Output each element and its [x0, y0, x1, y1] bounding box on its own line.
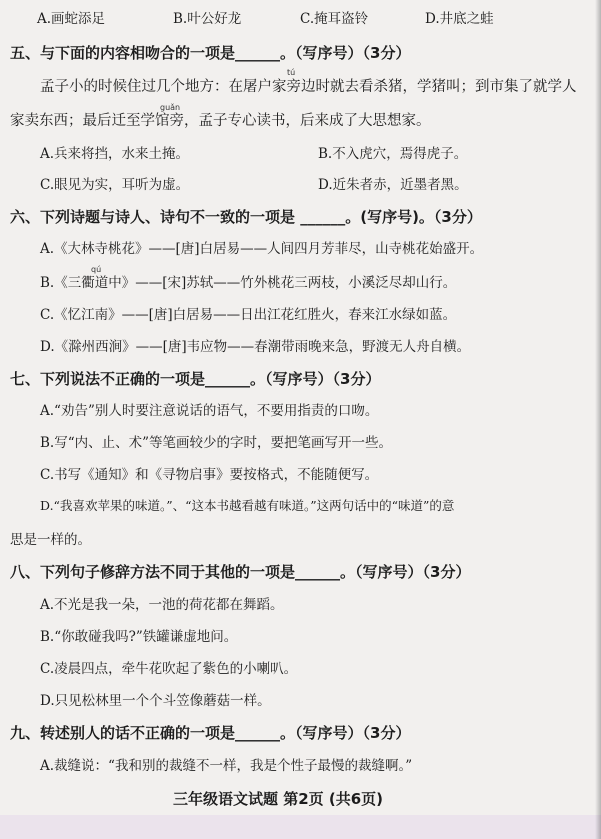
q9-option-a: A.裁缝说：“我和别的裁缝不一样，我是个性子最慢的裁缝啊。”	[40, 758, 413, 774]
top-option-c: C.掩耳盗铃	[300, 11, 369, 27]
q8-option-d: D.只见松林里一个个斗笠像蘑菇一样。	[40, 693, 271, 709]
q6-option-c: C.《忆江南》——[唐]白居易——日出江花红胜火，春来江水绿如蓝。	[40, 307, 457, 323]
q5-option-d: D.近朱者赤，近墨者黑。	[318, 177, 468, 193]
q6-option-a: A.《大林寺桃花》——[唐]白居易——人间四月芳菲尽，山寺桃花始盛开。	[40, 241, 484, 257]
q5-pinyin-tu: tú	[287, 68, 296, 77]
q8-option-a: A.不光是我一朵，一池的荷花都在舞蹈。	[40, 597, 284, 613]
q8-option-b: B.“你敢碰我吗?”铁罐谦虚地问。	[40, 629, 238, 645]
top-option-a: A.画蛇添足	[37, 11, 106, 27]
q6-title: 六、下列诗题与诗人、诗句不一致的一项是 ______。(写序号)。（3分）	[10, 208, 482, 226]
q5-option-c: C.眼见为实，耳听为虚。	[40, 177, 190, 193]
q6-option-d: D.《滁州西涧》——[唐]韦应物——春潮带雨晚来急，野渡无人舟自横。	[40, 339, 471, 355]
scan-bottom-edge	[0, 815, 601, 839]
q5-passage-line1: 孟子小的时候住过几个地方：在屠户家旁边时就去看杀猪，学猪叫；到市集了就学人	[40, 79, 577, 95]
top-option-d: D.井底之蛙	[425, 11, 494, 27]
q5-passage-line2: 家卖东西；最后迁至学馆旁，孟子专心读书，后来成了大思想家。	[10, 113, 431, 129]
page-footer: 三年级语文试题 第2页 (共6页)	[173, 790, 384, 808]
q6-pinyin-qu: qú	[91, 265, 102, 274]
q5-option-b: B.不入虎穴，焉得虎子。	[318, 146, 468, 162]
q7-option-c: C.书写《通知》和《寻物启事》要按格式，不能随便写。	[40, 467, 379, 483]
q5-option-a: A.兵来将挡，水来土掩。	[40, 146, 190, 162]
q7-title: 七、下列说法不正确的一项是______。（写序号）（3分）	[10, 370, 381, 388]
top-option-b: B.叶公好龙	[173, 11, 242, 27]
q7-option-d-line1: D.“我喜欢苹果的味道。”、“这本书越看越有味道。”这两句话中的“味道”的意	[40, 498, 455, 513]
q5-pinyin-guan: guǎn	[160, 103, 181, 112]
q8-option-c: C.凌晨四点，牵牛花吹起了紫色的小喇叭。	[40, 661, 298, 677]
q6-option-b: B.《三衢道中》——[宋]苏轼——竹外桃花三两枝，小溪泛尽却山行。	[40, 275, 457, 291]
q7-option-d-line2: 思是一样的。	[10, 532, 91, 548]
q5-title: 五、与下面的内容相吻合的一项是______。（写序号）（3分）	[10, 44, 411, 62]
q7-option-b: B.写“内、止、术”等笔画较少的字时，要把笔画写开一些。	[40, 435, 393, 451]
scan-right-edge-shadow	[595, 0, 601, 839]
q8-title: 八、下列句子修辞方法不同于其他的一项是______。（写序号）（3分）	[10, 563, 471, 581]
q9-title: 九、转述别人的话不正确的一项是______。（写序号）（3分）	[10, 724, 411, 742]
q7-option-a: A.“劝告”别人时要注意说话的语气，不要用指责的口吻。	[40, 403, 379, 419]
